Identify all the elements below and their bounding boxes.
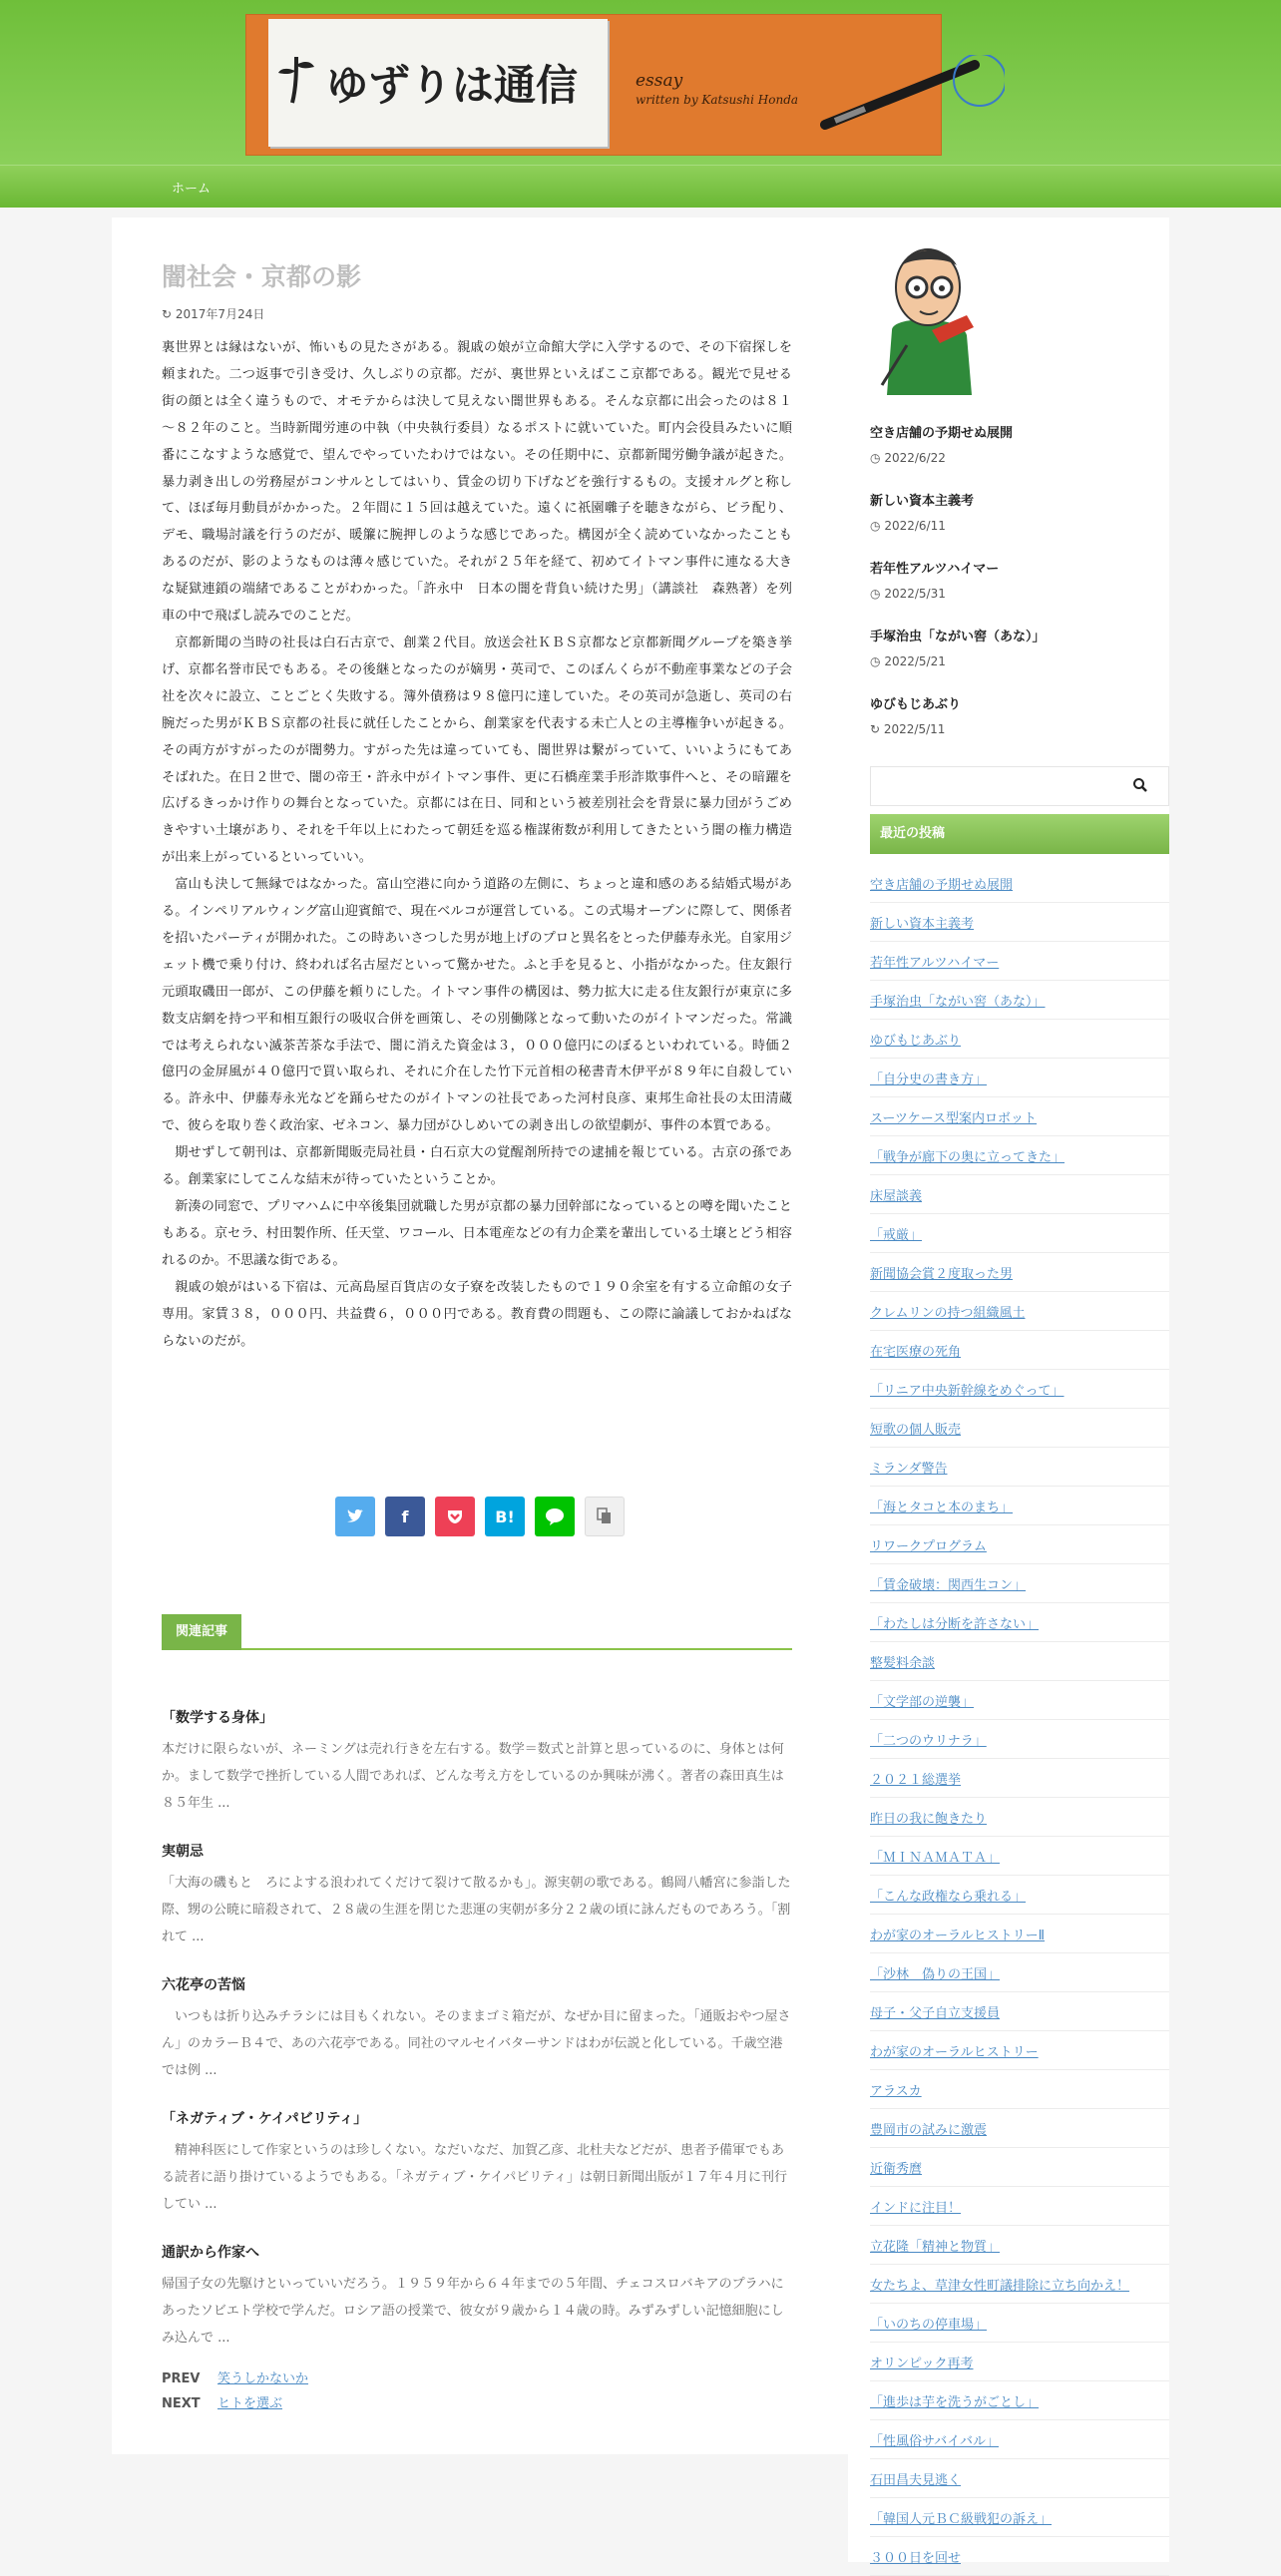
related-item-excerpt: 本だけに限らないが、ネーミングは売れ行きを左右する。数学＝数式と計算と思っているのに、身体とは何か。まして数学で挫折している人間であれば、どんな考え方をしているのか興味が沸く。著者の森田真生は８５年生 ... [162, 1742, 784, 1811]
recent-post-item [870, 1525, 1169, 1564]
post-paragraph: 京都新聞の当時の社長は白石古京で、創業２代目。放送会社ＫＢＳ京都など京都新聞グループを築き挙げ、京都名誉市民でもある。その後継となったのが嫡男・英司で、このぼんくらが不動産事業などの子会社を次々に設立、ことごとく失敗する。簿外債務は９８億円に達していた。その英司が急逝し、英司の右腕だった男がＫＢＳ京都の社長に就任したことから、創業家を代表する未亡人との主導権争いが起きる。その両方がすがったのが闇勢力。すがった先は違っていても、闇世界は繋がっていて、いいようにもてあそばれた。在日２世で、闇の帝王・許永中がイトマン事件、更に石橋産業手形詐欺事件へと、その暗躍を広げるきっかけ作りの舞台となっていた。京都には在日、同和という被差別社会を背景に暴力団がうごめきやすい土壌があり、それを千年以上にわたって朝廷を巡る権謀術数が利用してきたという闇の権力構造が出来上がっているといっていい。 [162, 635, 792, 866]
copy-icon [597, 1507, 613, 1525]
recent-post-item [870, 2109, 1169, 2148]
recent-post-item [870, 2381, 1169, 2420]
recent-post-link[interactable]: 整髪料余談 [870, 1656, 936, 1671]
recent-post-link[interactable]: 「二つのウリナラ」 [870, 1734, 987, 1749]
recent-post-link[interactable]: 昨日の我に飽きたり [870, 1812, 988, 1827]
recent-post-link[interactable]: 「戦争が廊下の奥に立ってきた」 [870, 1150, 1066, 1165]
related-heading-label: 関連記事 [162, 1614, 241, 1650]
post-date-text: 2017年7月24日 [175, 307, 265, 321]
post-paragraph: 新湊の同窓で、プリマハムに中卒後集団就職した男が京都の暴力団幹部になっているとの噂を聞いたこともある。京セラ、村田製作所、任天堂、ワコール、日本電産などの有力企業を輩出している土壌とどう相容れるのか。不思議な街である。 [162, 1199, 792, 1268]
recent-post-link[interactable]: わが家のオーラルヒストリー [870, 2045, 1039, 2060]
recent-post-link[interactable]: 「韓国人元ＢＣ級戦犯の訴え」 [870, 2512, 1053, 2527]
clock-icon: ◷ [870, 587, 881, 601]
related-item-title[interactable]: 通訳から作家へ [162, 2245, 259, 2261]
recent-post-item [870, 1020, 1169, 1059]
leaf-logo-icon [276, 51, 316, 107]
recent-post-link[interactable]: アラスカ [870, 2084, 922, 2099]
recent-post-link[interactable]: ゆびもじあぶり [870, 1034, 962, 1049]
clock-icon: ◷ [870, 654, 881, 668]
recent-post-item [870, 2459, 1169, 2498]
sidebar-post-date-text: 2022/5/31 [884, 587, 946, 601]
site-title: ゆずりは通信 [326, 61, 579, 110]
recent-post-link[interactable]: オリンピック再考 [870, 2357, 974, 2371]
refresh-icon: ↻ [162, 307, 173, 321]
recent-post-item [870, 1487, 1169, 1525]
recent-post-link[interactable]: 豊岡市の試みに激震 [870, 2123, 988, 2138]
recent-post-item [870, 2304, 1169, 2343]
recent-post-item [870, 2537, 1169, 2576]
recent-post-link[interactable]: 「海とタコと本のまち」 [870, 1501, 1014, 1515]
recent-post-link[interactable]: 立花隆「精神と物質」 [870, 2240, 1001, 2255]
line-icon [545, 1507, 565, 1525]
next-label: NEXT [162, 2396, 201, 2411]
related-item-title[interactable]: 実朝忌 [162, 1844, 204, 1860]
pocket-icon [446, 1508, 464, 1524]
recent-post-item [870, 1953, 1169, 1992]
post-title: 闇社会・京都の影 [162, 262, 362, 291]
sidebar [848, 217, 1169, 2566]
author-avatar [862, 235, 992, 405]
recent-post-link[interactable]: 若年性アルツハイマー [870, 956, 1000, 971]
recent-post-link[interactable]: ２０２１総選挙 [870, 1773, 962, 1788]
recent-post-link[interactable]: 近衛秀麿 [870, 2162, 923, 2177]
nav-home-link[interactable]: ホーム [172, 182, 212, 197]
recent-post-item [870, 1915, 1169, 1953]
related-item[interactable] [162, 1707, 792, 1817]
recent-post-item [870, 903, 1169, 942]
recent-post-item [870, 2498, 1169, 2537]
sidebar-post-date-text: 2022/6/11 [884, 519, 946, 533]
recent-post-item [870, 1409, 1169, 1448]
recent-post-item [870, 2148, 1169, 2187]
recent-post-item [870, 1136, 1169, 1175]
recent-posts-list [870, 864, 1169, 2576]
recent-post-item [870, 1175, 1169, 1214]
pen-icon [805, 55, 1005, 135]
recent-post-link[interactable]: インドに注目！ [870, 2201, 962, 2216]
related-item-excerpt: 精神科医にして作家というのは珍しくない。なだいなだ、加賀乙彦、北杜夫などだが、患者予備軍でもある読者に語り掛けているようでもある。「ネガティブ・ケイパビリティ」は朝日新聞出版が１７年４月に刊行してい ... [162, 2143, 787, 2212]
recent-post-link[interactable]: わが家のオーラルヒストリーⅡ [870, 1929, 1046, 1943]
related-item[interactable] [162, 1974, 792, 2084]
recent-post-item [870, 1292, 1169, 1331]
recent-post-link[interactable]: 「わたしは分断を許さない」 [870, 1617, 1040, 1632]
recent-post-item [870, 2420, 1169, 2459]
related-item-excerpt: 「大海の磯もと ろによする浪われてくだけて裂けて散るかも」。源実朝の歌である。鶴岡八幡宮に参詣した際、甥の公暁に暗殺されて、２８歳の生涯を閉じた悲運の実朝が多分２２歳の頃に詠んだものであろう。「割れて ... [162, 1876, 791, 1944]
sidebar-post-date-text: 2022/5/11 [883, 722, 946, 736]
recent-post-link[interactable]: ３００日を回せ [870, 2551, 962, 2566]
recent-post-item [870, 2070, 1169, 2109]
prev-post-link[interactable]: 笑うしかないか [217, 2371, 309, 2386]
recent-post-item [870, 2226, 1169, 2265]
prev-post [162, 2367, 308, 2386]
recent-post-item [870, 1564, 1169, 1603]
recent-post-item [870, 1448, 1169, 1487]
recent-post-link[interactable]: 新しい資本主義考 [870, 917, 975, 932]
recent-post-item [870, 1059, 1169, 1097]
refresh-icon: ↻ [870, 722, 881, 736]
main-content [112, 217, 848, 2454]
banner-tagline-essay: essay [636, 71, 683, 91]
recent-post-item [870, 2031, 1169, 2070]
recent-post-item [870, 1370, 1169, 1409]
sidebar-post-title[interactable]: 手塚治虫「ながい窖（あな）」 [870, 630, 1046, 644]
recent-post-link[interactable]: ミランダ警告 [870, 1462, 948, 1477]
recent-post-item [870, 2265, 1169, 2304]
sidebar-post[interactable] [870, 626, 1159, 668]
related-item[interactable] [162, 2108, 792, 2218]
sidebar-post-title[interactable]: ゆびもじあぶり [870, 697, 962, 712]
sidebar-post-title[interactable]: 空き店舗の予期せぬ展開 [870, 426, 1014, 441]
recent-post-link[interactable]: 「文学部の逆襲」 [870, 1695, 975, 1710]
recent-post-link[interactable]: 「自分史の書き方」 [870, 1073, 988, 1087]
clock-icon: ◷ [870, 519, 881, 533]
related-item[interactable] [162, 2242, 792, 2352]
facebook-share-button[interactable] [385, 1497, 425, 1536]
line-share-button[interactable] [535, 1497, 575, 1536]
hatena-share-button[interactable] [485, 1497, 525, 1536]
recent-post-link[interactable]: 母子・父子自立支援員 [870, 2006, 1001, 2021]
recent-post-item [870, 1681, 1169, 1720]
sidebar-post-date [870, 451, 1159, 465]
recent-post-item [870, 2343, 1169, 2381]
pocket-share-button[interactable] [435, 1497, 475, 1536]
next-post-link[interactable]: ヒトを選ぶ [217, 2396, 283, 2411]
recent-posts-heading: 最近の投稿 [870, 814, 1169, 854]
recent-post-item [870, 1876, 1169, 1915]
recent-post-item [870, 1642, 1169, 1681]
recent-post-link[interactable]: 空き店舗の予期せぬ展開 [870, 878, 1014, 893]
recent-post-item [870, 981, 1169, 1020]
clock-icon: ◷ [870, 451, 881, 465]
recent-post-item [870, 1720, 1169, 1759]
sidebar-post[interactable] [870, 558, 1159, 601]
sidebar-post-date [870, 722, 1159, 736]
search-input[interactable] [870, 766, 1169, 806]
recent-post-link[interactable]: 床屋談義 [870, 1189, 923, 1204]
recent-post-link[interactable]: 石田昌夫見逃く [870, 2473, 962, 2488]
global-nav [0, 165, 1281, 208]
recent-post-link[interactable]: 短歌の個人販売 [870, 1423, 962, 1438]
post-date [162, 305, 264, 322]
recent-post-item [870, 1837, 1169, 1876]
hatena-icon: B! [495, 1506, 515, 1526]
search-icon[interactable] [1132, 777, 1148, 793]
copy-link-button[interactable] [585, 1497, 625, 1536]
sidebar-post-title[interactable]: 新しい資本主義考 [870, 494, 975, 509]
recent-post-link[interactable]: 新聞協会賞２度取った男 [870, 1267, 1014, 1282]
sidebar-post-date [870, 654, 1159, 668]
prev-label: PREV [162, 2371, 201, 2386]
post-body [162, 335, 792, 1355]
post-paragraph: 富山も決して無縁ではなかった。富山空港に向かう道路の左側に、ちょっと違和感のある結婚式場がある。インペリアルウィング富山迎賓館で、現在ベルコが運営している。この式場オープンに際して、関係者を招いたパーティが開かれた。この時あいさつした男が地上げのプロと異名をとった伊藤寿永光。自家用ジェット機で乗り付け、終われば名古屋だといって驚かせた。ふと手を見ると、小指がなかった。住友銀行元頭取磯田一郎が、この伊藤を頼りにした。イトマン事件の構図は、勢力拡大に走る住友銀行が東京に多数支店網を持つ平和相互銀行の吸収合併を画策し、その別働隊となって動いたのがイトマンだった。常識では考えられない滅茶苦茶な手法で、闇に消えた資金は３，０００億円にのぼるといわれている。時価２億円の金屏風が４０億円で買い取られ、それに介在した竹下元首相の秘書青木伊平が８９年に自殺している。許永中、伊藤寿永光などを踊らせたのがイトマンの社長であった河村良彦、東邦生命社長の太田清蔵で、彼らを取り巻く政治家、ゼネコン、暴力団がひしめいての剥き出しの欲望劇が、事件の本質である。 [162, 877, 792, 1134]
related-item-title[interactable]: 「数学する身体」 [162, 1710, 273, 1726]
recent-post-link[interactable]: 手塚治虫「ながい窖（あな）」 [870, 995, 1046, 1010]
recent-post-item [870, 1214, 1169, 1253]
sidebar-post-title[interactable]: 若年性アルツハイマー [870, 562, 1000, 577]
related-item-title[interactable]: 「ネガティブ・ケイパビリティ」 [162, 2111, 368, 2127]
recent-post-link[interactable]: 「性風俗サバイバル」 [870, 2434, 999, 2449]
sidebar-post-date-text: 2022/6/22 [884, 451, 946, 465]
related-item[interactable] [162, 1841, 792, 1950]
recent-post-item [870, 1798, 1169, 1837]
post-paragraph: 裏世界とは縁はないが、怖いもの見たさがある。親戚の娘が立命館大学に入学するので、その下宿探しを頼まれた。二つ返事で引き受け、久しぶりの京都。だが、裏世界といえばここ京都である。観光で見せる街の顔とは全く違うもので、オモテからは決して見えない闇世界もある。そんな京都に出会ったのは８１～８２年のこと。当時新聞労連の中執（中央執行委員）なるポストに就いていた。町内会役員みたいに順番にこなすような感覚で、望んでやっていたわけではない。その任期中に、京都新聞労働争議が起きた。暴力剥き出しの労務屋がコンサルとしてはいり、賃金の切り下げなどを強行するもの。支援オルグと称して、ほぼ毎月動員がかかった。２年間に１５回は越えていた。遠くに祇園囃子を聴きながら、ビラ配り、デモ、職場討議を行うのだが、暖簾に腕押しのような感じであった。構図が全く読めていなかったこともあるのだが、影のようなものは薄々感じていた。それが２５年を経て、初めてイトマン事件に連なる大きな疑獄連鎖の端緒であることがわかった。「許永中 日本の闇を背負い続けた男」（講談社 森熟著）を列車の中で飛ばし読みでのことだ。 [162, 340, 792, 625]
facebook-icon: f [401, 1506, 409, 1526]
recent-post-item [870, 1603, 1169, 1642]
sidebar-post-date [870, 587, 1159, 601]
recent-post-link[interactable]: 「いのちの停車場」 [870, 2318, 988, 2333]
sidebar-post[interactable] [870, 693, 1159, 736]
recent-post-link[interactable]: 「戒厳」 [870, 1228, 923, 1243]
sidebar-post[interactable] [870, 422, 1159, 465]
recent-post-item [870, 1253, 1169, 1292]
site-banner[interactable] [245, 14, 942, 156]
recent-post-link[interactable]: 女たちよ、草津女性町議排除に立ち向かえ！ [870, 2279, 1130, 2294]
recent-post-item [870, 1331, 1169, 1370]
related-heading [162, 1614, 792, 1650]
recent-post-item [870, 1992, 1169, 2031]
post-paragraph: 親戚の娘がはいる下宿は、元高島屋百貨店の女子寮を改装したもので１９０余室を有する立命館の女子専用。家賃３８，０００円、共益費６，０００円である。教育費の問題も、この際に論議しておかねばならないのだが。 [162, 1279, 792, 1349]
recent-post-item [870, 864, 1169, 903]
sidebar-post-date-text: 2022/5/21 [884, 654, 946, 668]
twitter-icon [346, 1508, 364, 1524]
recent-post-link[interactable]: 「賃金破壊：関西生コン」 [870, 1578, 1027, 1593]
recent-post-link[interactable]: リワークプログラム [870, 1539, 987, 1554]
sidebar-post-date [870, 519, 1159, 533]
recent-post-link[interactable]: 「ＭＩＮＡＭＡＴＡ」 [870, 1851, 1001, 1866]
sidebar-post[interactable] [870, 490, 1159, 533]
recent-post-link[interactable]: 在宅医療の死角 [870, 1345, 962, 1360]
recent-post-link[interactable]: クレムリンの持つ組織風土 [870, 1306, 1026, 1321]
related-item-title[interactable]: 六花亭の苦悩 [162, 1977, 245, 1993]
recent-post-link[interactable]: 「こんな政権なら乗れる」 [870, 1890, 1027, 1905]
site-header [0, 0, 1281, 165]
recent-post-link[interactable]: スーツケース型案内ロボット [870, 1111, 1038, 1126]
recent-post-link[interactable]: 「沙林 偽りの王国」 [870, 1967, 1001, 1982]
recent-post-item [870, 1759, 1169, 1798]
recent-post-item [870, 942, 1169, 981]
recent-post-link[interactable]: 「リニア中央新幹線をめぐって」 [870, 1384, 1065, 1399]
recent-post-link[interactable]: 「進歩は芋を洗うがごとし」 [870, 2395, 1040, 2410]
twitter-share-button[interactable] [335, 1497, 375, 1536]
recent-post-item [870, 2187, 1169, 2226]
recent-post-item [870, 1097, 1169, 1136]
banner-tagline-writer: written by Katsushi Honda [636, 93, 799, 107]
post-paragraph: 期せずして朝刊は、京都新聞販売局社員・白石京大の覚醒剤所持での逮捕を報じている。古京の孫である。創業家にしてこんな結末が待っていたということか。 [162, 1145, 792, 1188]
related-item-excerpt: 帰国子女の先駆けといっていいだろう。１９５９年から６４年までの５年間、チェコスロバキアのプラハにあったソビエト学校で学んだ。ロシア語の授業で、彼女が９歳から１４歳の時。みずみずしい記憶細胞にしみ込んで ... [162, 2277, 784, 2346]
related-item-excerpt: いつもは折り込みチラシには目もくれない。そのままゴミ箱だが、なぜか目に留まった。「通販おやつ屋さん」のカラーＢ４で、あの六花亭である。同社のマルセイバターサンドはわが伝説と化している。千歳空港では例 ... [162, 2009, 791, 2078]
next-post [162, 2392, 282, 2411]
